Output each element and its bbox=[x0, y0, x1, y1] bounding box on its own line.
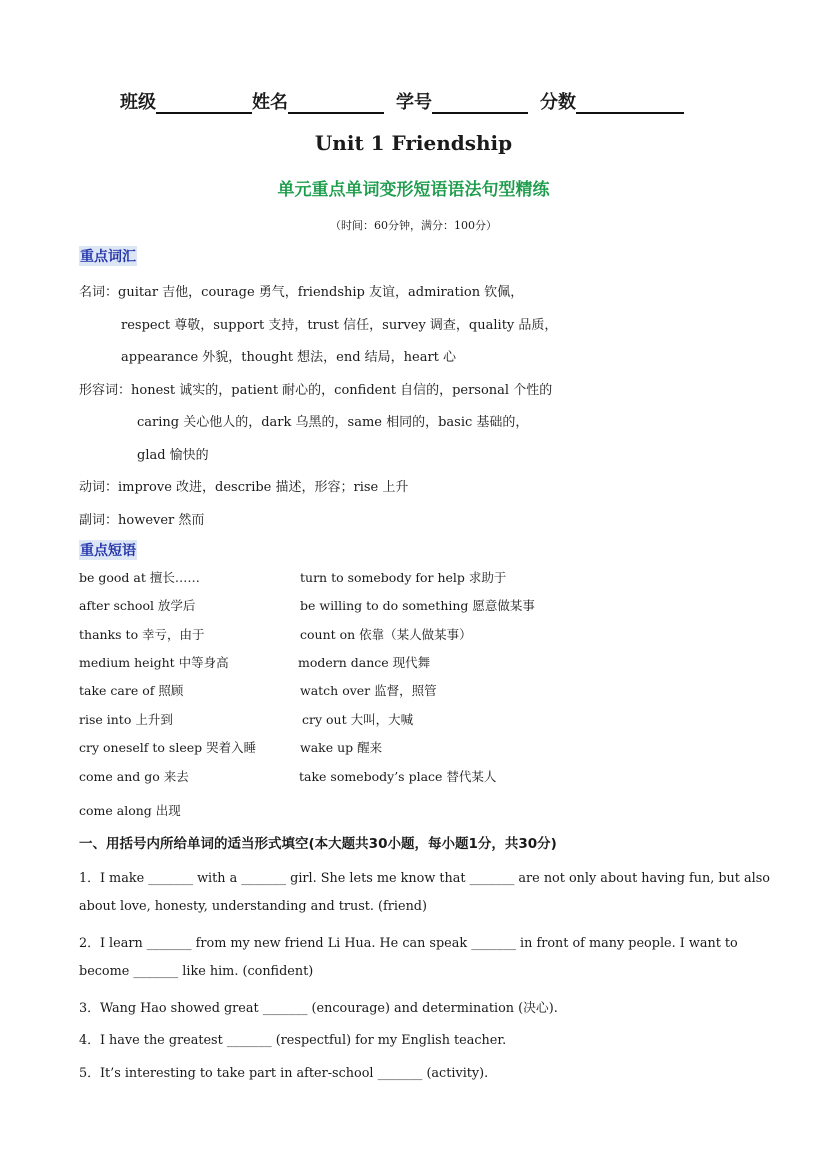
phrase-left: rise into 上升到 bbox=[79, 712, 173, 727]
phrase-left: be good at 擅长…… bbox=[79, 570, 200, 585]
phrase-right: turn to somebody for help 求助于 bbox=[300, 570, 507, 585]
phrase-left: cry oneself to sleep 哭着入睡 bbox=[79, 740, 257, 755]
vocab-line: 副词：however 然而 bbox=[79, 513, 205, 528]
exercise-line: about love, honesty, understanding and trust. (friend) bbox=[79, 899, 427, 914]
vocab-line: caring 关心他人的，dark 乌黑的，same 相同的，basic 基础的， bbox=[137, 415, 529, 430]
unit-title: Unit 1 Friendship bbox=[314, 131, 513, 155]
vocab-line: 动词：improve 改进，describe 描述，形容；rise 上升 bbox=[79, 480, 409, 495]
vocab-line: 形容词：honest 诚实的，patient 耐心的，confident 自信的，personal 个性的 bbox=[79, 383, 553, 398]
phrases-heading: 重点短语 bbox=[79, 540, 137, 560]
class-blank bbox=[156, 94, 252, 114]
exercise-line: become _______ like him. (confident) bbox=[79, 964, 314, 979]
exercise-line: 1．I make _______ with a _______ girl. She lets me know that _______ are not only about having fun, but also bbox=[79, 871, 770, 886]
phrase-left: medium height 中等身高 bbox=[79, 655, 229, 670]
phrase-last: come along 出现 bbox=[79, 803, 181, 818]
name-label: 姓名 bbox=[252, 92, 288, 113]
time-info: （时间：60分钟，满分：100分） bbox=[330, 219, 497, 232]
phrase-right: cry out 大叫，大喊 bbox=[302, 712, 414, 727]
phrase-right: take somebody’s place 替代某人 bbox=[299, 769, 497, 784]
phrase-left: come and go 来去 bbox=[79, 769, 189, 784]
phrase-left: after school 放学后 bbox=[79, 598, 196, 613]
phrase-right: watch over 监督，照管 bbox=[300, 683, 437, 698]
name-blank bbox=[288, 94, 384, 114]
exercise-line: 4．I have the greatest _______ (respectful) for my English teacher. bbox=[79, 1033, 507, 1048]
vocab-line: respect 尊敬，support 支持，trust 信任，survey 调查，quality 品质， bbox=[121, 318, 558, 333]
phrase-right: be willing to do something 愿意做某事 bbox=[300, 598, 535, 613]
exercise-line: 3．Wang Hao showed great _______ (encourage) and determination (决心). bbox=[79, 1001, 558, 1016]
phrase-left: thanks to 幸亏，由于 bbox=[79, 627, 205, 642]
exercise-line: 5．It’s interesting to take part in after-school _______ (activity). bbox=[79, 1066, 489, 1081]
score-blank bbox=[576, 94, 684, 114]
vocab-line: appearance 外貌，thought 想法，end 结局，heart 心 bbox=[121, 350, 457, 365]
phrase-right: count on 依靠（某人做某事） bbox=[300, 627, 472, 642]
class-label: 班级 bbox=[120, 92, 156, 113]
exercise-line: 2．I learn _______ from my new friend Li Hua. He can speak _______ in front of many people. I want to bbox=[79, 936, 738, 951]
unit-subtitle: 单元重点单词变形短语语法句型精练 bbox=[277, 180, 550, 200]
exercise-heading: 一、用括号内所给单词的适当形式填空(本大题共30小题，每小题1分，共30分) bbox=[79, 836, 557, 852]
phrase-left: take care of 照顾 bbox=[79, 683, 184, 698]
student-info-header bbox=[120, 88, 720, 114]
score-label: 分数 bbox=[540, 92, 576, 113]
phrase-right: modern dance 现代舞 bbox=[298, 655, 431, 670]
number-label: 学号 bbox=[396, 92, 432, 113]
vocab-line: glad 愉快的 bbox=[137, 448, 209, 463]
number-blank bbox=[432, 94, 528, 114]
vocab-heading: 重点词汇 bbox=[79, 246, 137, 266]
phrase-right: wake up 醒来 bbox=[300, 740, 383, 755]
vocab-line: 名词：guitar 吉他，courage 勇气，friendship 友谊，admiration 钦佩， bbox=[79, 285, 524, 300]
